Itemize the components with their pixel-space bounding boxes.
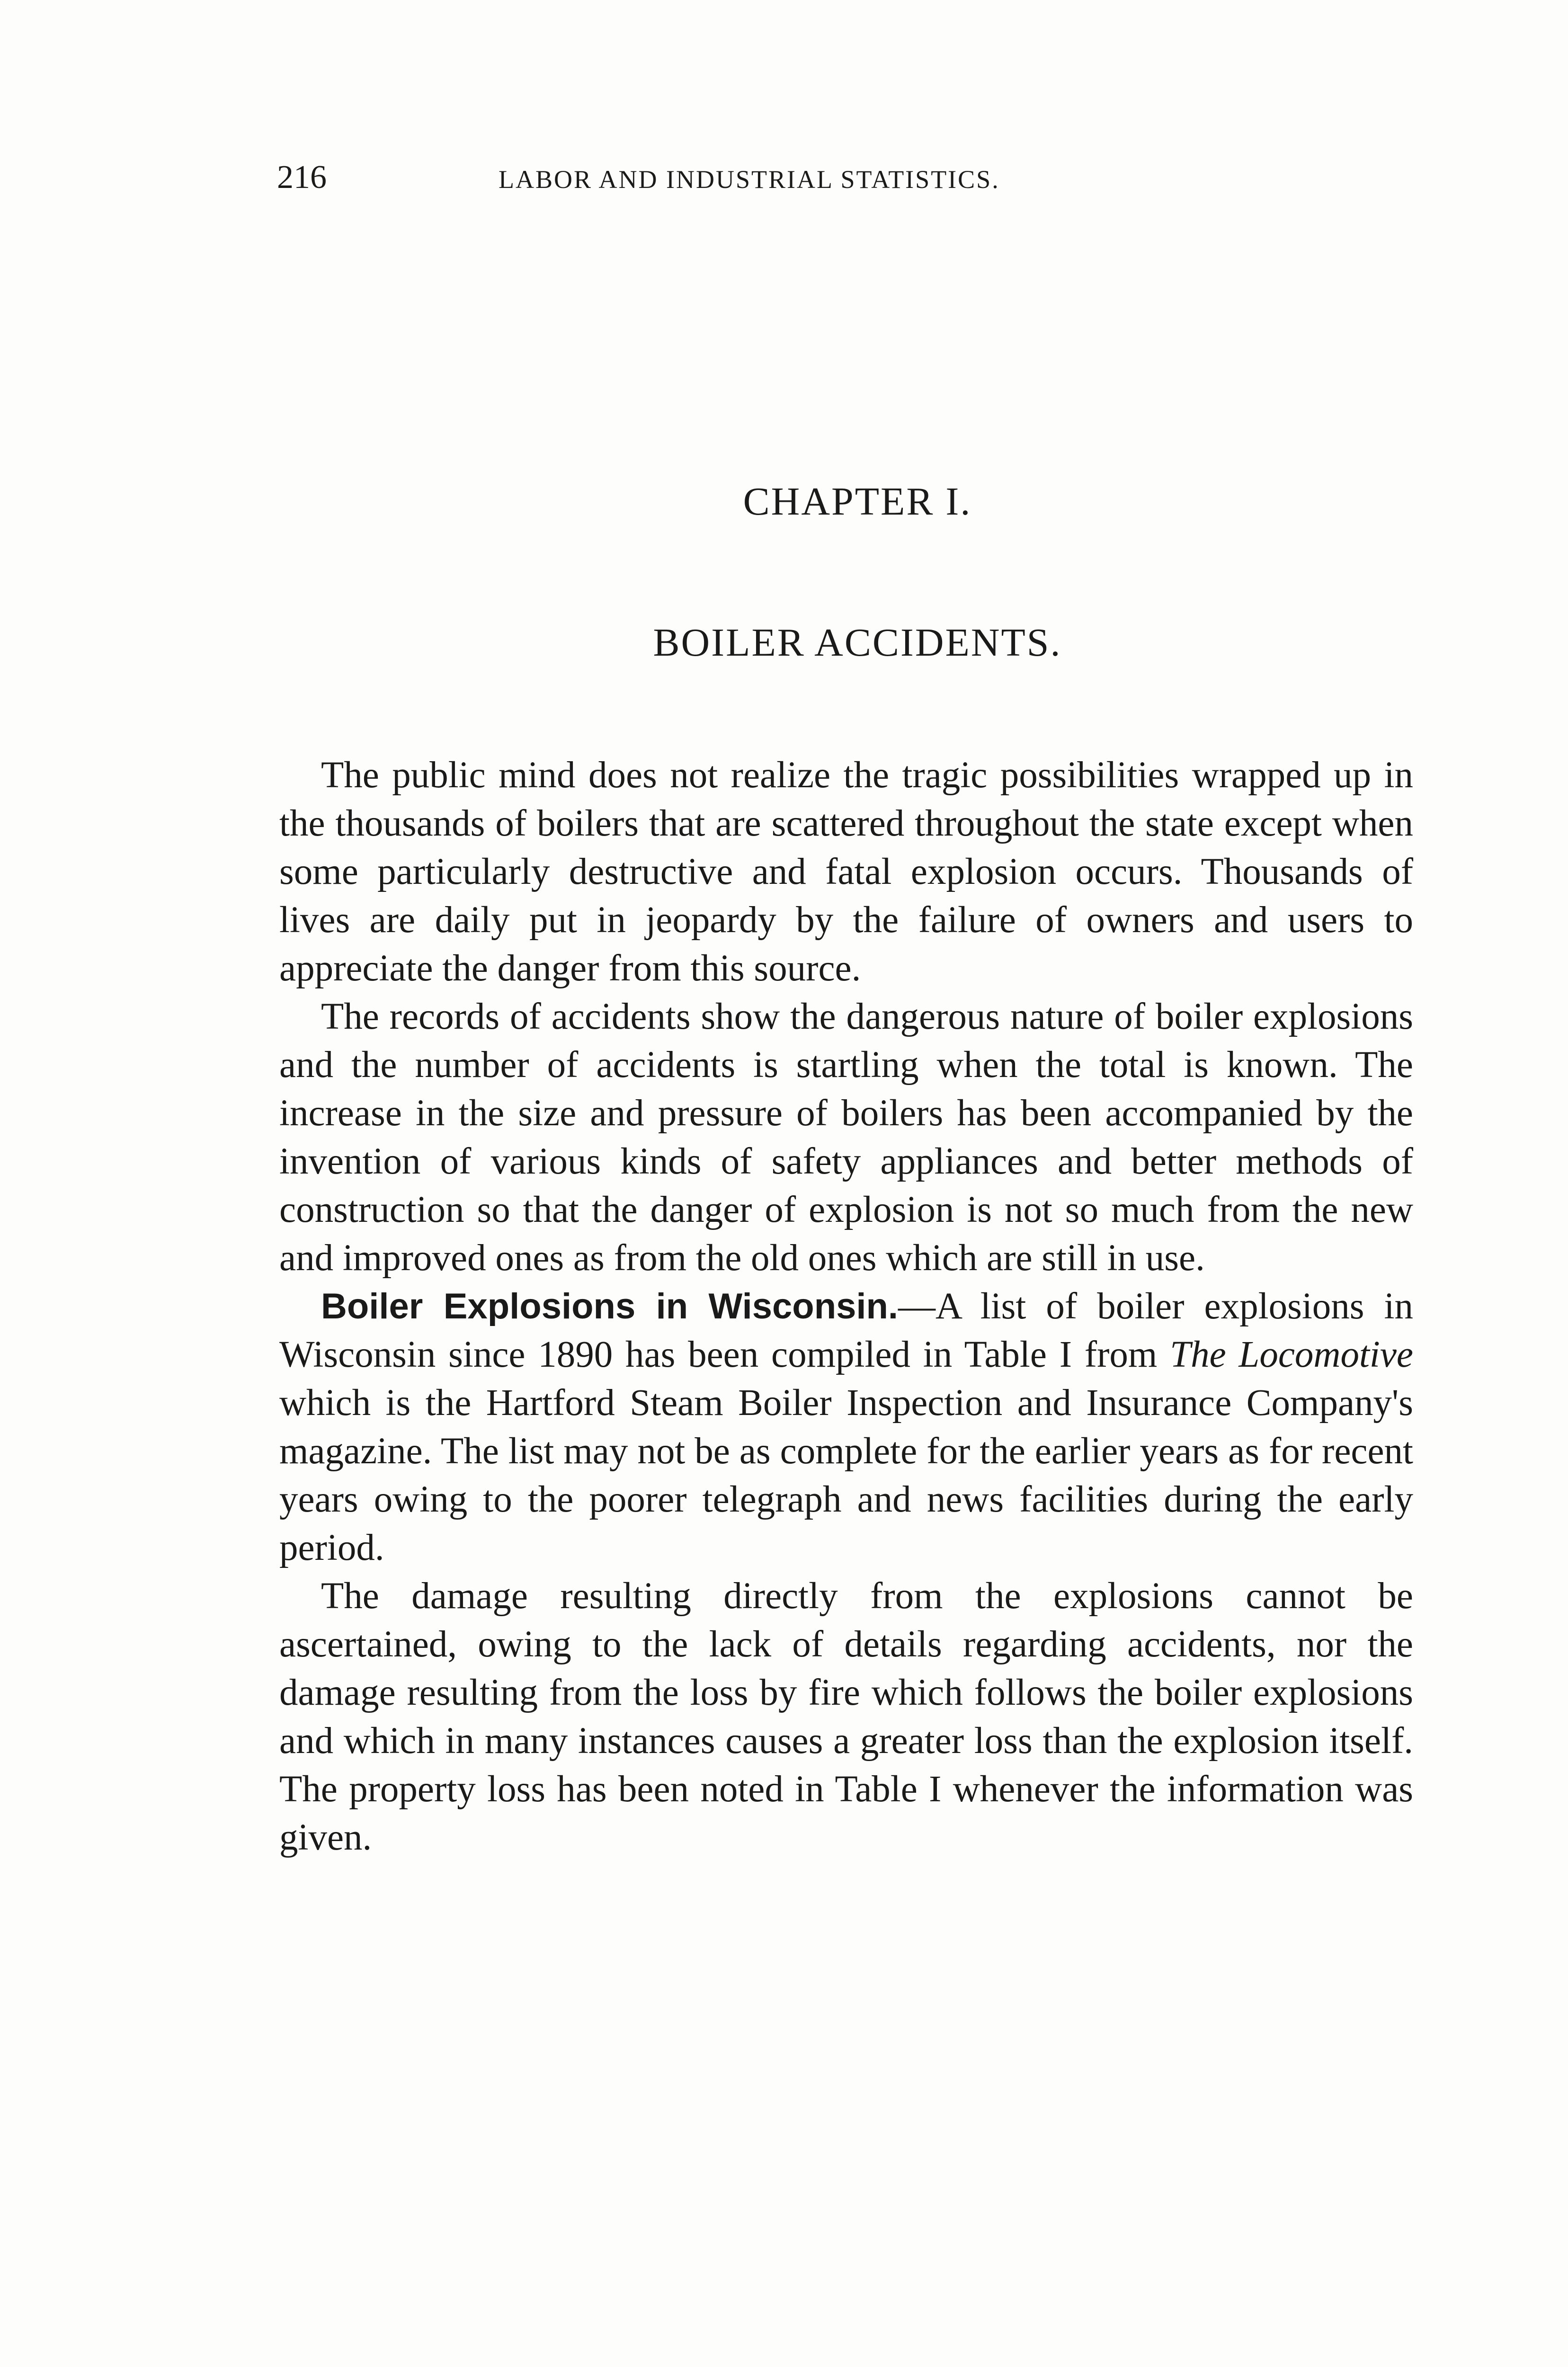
paragraph-boiler-explosions-wisconsin (279, 1282, 1413, 1572)
paragraph-text-after-source: which is the Hartford Steam Boiler Inspection and Insurance Company's magazine. The list may not be as complete for the earlier years as for recent years owing to the poorer telegraph and news facilities during the early period. (279, 1382, 1413, 1568)
running-header (277, 156, 1195, 199)
chapter-label: CHAPTER I. (743, 480, 972, 524)
paragraph-public-mind: The public mind does not realize the tragic possibilities wrapped up in the thousands of boilers that are scattered throughout the state except when some particularly destructive and fatal explosion occurs. Thousands of lives are daily put in jeopardy by the failure of owners and users to appreciate the danger from this source. (279, 755, 1413, 989)
chapter-title: BOILER ACCIDENTS. (653, 621, 1062, 665)
running-title: LABOR AND INDUSTRIAL STATISTICS. (499, 165, 1000, 194)
paragraph-damage: The damage resulting directly from the explosions cannot be ascertained, owing to the lack of details regarding accidents, nor the damage resulting from the loss by fire which follows the boiler explosions and which in many instances causes a greater loss than the explosion itself. The property loss has been noted in Table I whenever the information was given. (279, 1575, 1413, 1858)
body-text (279, 751, 1413, 1862)
source-publication-title: The Locomotive (1170, 1334, 1414, 1375)
section-run-in-heading: Boiler Explosions in Wisconsin. (321, 1286, 899, 1326)
page-number: 216 (277, 159, 327, 196)
paragraph-text-before-source: —A list of boiler explosions in Wisconsin since 1890 has been compiled in Table I from (279, 1286, 1413, 1375)
paragraph-accident-records: The records of accidents show the dangerous nature of boiler explosions and the number of accidents is startling when the total is known. The increase in the size and pressure of boilers has been accompanied by the invention of various kinds of safety appliances and better methods of construction so that the danger of explosion is not so much from the new and improved ones as from the old ones which are still in use. (279, 996, 1413, 1279)
